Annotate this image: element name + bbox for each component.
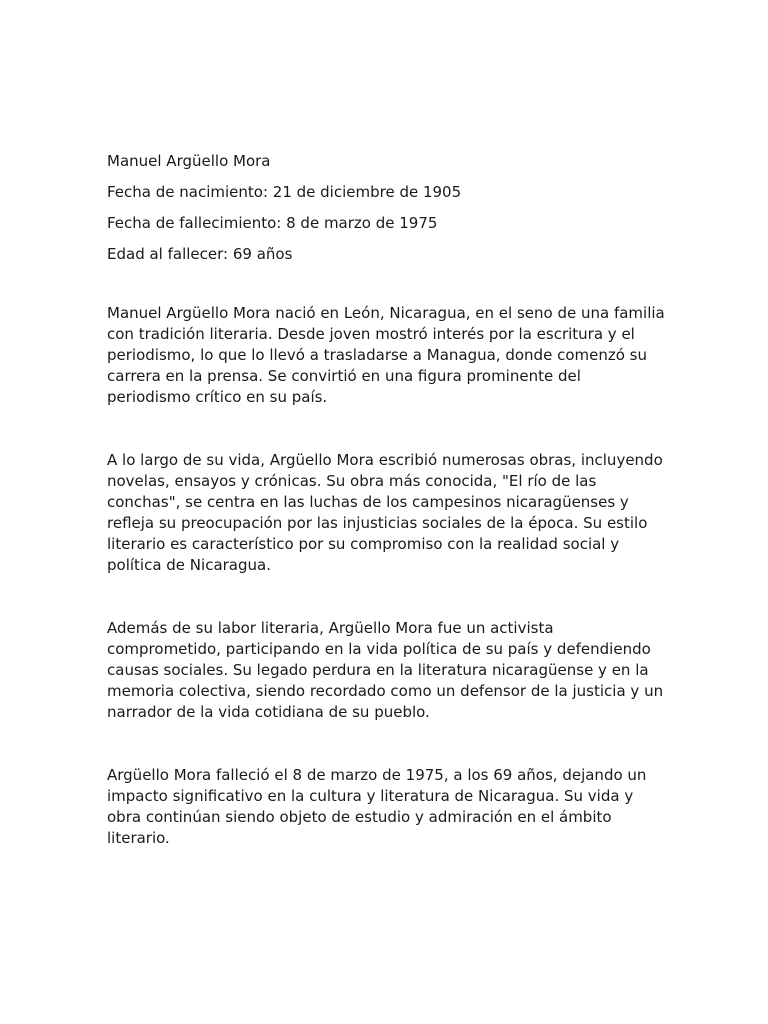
person-name: Manuel Argüello Mora <box>107 152 271 170</box>
paragraph-activism: Además de su labor literaria, Argüello Mora fue un activista comprometido, participando en la vida política de su país y defendiendo causas sociales. Su legado perdura en la literatura nicaragüense y en la memoria colectiva, siendo recordado como un defensor de la justicia y un narrador de la vida cotidiana de su pueblo. <box>107 619 664 721</box>
age-at-death: Edad al fallecer: 69 años <box>107 245 293 263</box>
birth-date: Fecha de nacimiento: 21 de diciembre de 1905 <box>107 183 462 201</box>
biography-header <box>107 152 667 264</box>
paragraph-death: Argüello Mora falleció el 8 de marzo de 1975, a los 69 años, dejando un impacto significativo en la cultura y literatura de Nicaragua. Su vida y obra continúan siendo objeto de estudio y admiración en el ámbito literario. <box>107 766 647 847</box>
document-page <box>107 152 667 891</box>
death-date: Fecha de fallecimiento: 8 de marzo de 1975 <box>107 214 438 232</box>
paragraph-early-life: Manuel Argüello Mora nació en León, Nicaragua, en el seno de una familia con tradición literaria. Desde joven mostró interés por la escritura y el periodismo, lo que lo llevó a trasladarse a Managua, donde comenzó su carrera en la prensa. Se convirtió en una figura prominente del periodismo crítico en su país. <box>107 304 665 406</box>
paragraph-works: A lo largo de su vida, Argüello Mora escribió numerosas obras, incluyendo novelas, ensayos y crónicas. Su obra más conocida, "El río de las conchas", se centra en las luchas de los campesinos nicaragüenses y refleja su preocupación por las injusticias sociales de la época. Su estilo literario es característico por su compromiso con la realidad social y política de Nicaragua. <box>107 451 663 574</box>
